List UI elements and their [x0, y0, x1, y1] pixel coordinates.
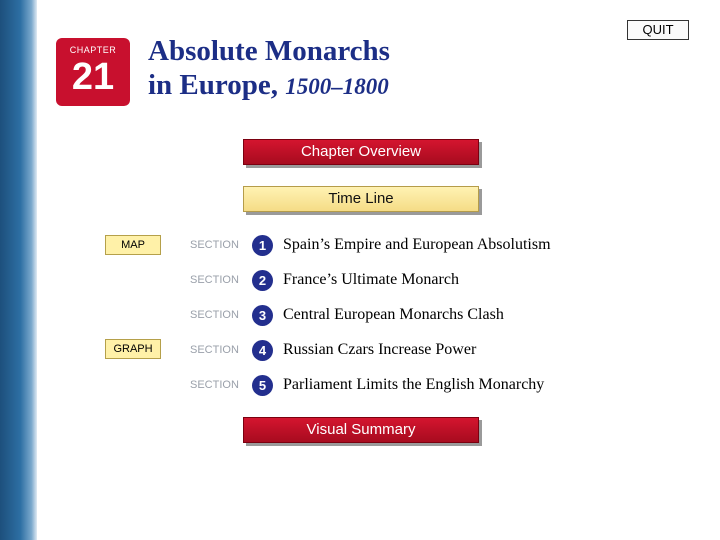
chapter-number: 21: [71, 56, 115, 98]
title-line-2: [148, 68, 390, 104]
title-dates: 1500–1800: [285, 74, 389, 99]
visual-summary-button[interactable]: Visual Summary: [243, 417, 479, 443]
section-5-link[interactable]: [190, 373, 544, 397]
chapter-overview-button[interactable]: Chapter Overview: [243, 139, 479, 165]
title-line-2-text: in Europe,: [148, 69, 286, 101]
section-4-link[interactable]: [190, 338, 476, 362]
section-title: France’s Ultimate Monarch: [283, 271, 459, 288]
section-label: SECTION: [190, 379, 239, 391]
chapter-badge: [56, 38, 130, 106]
section-label: SECTION: [190, 274, 239, 286]
section-number-badge: 4: [252, 340, 273, 361]
section-1-link[interactable]: [190, 233, 551, 257]
section-title: Parliament Limits the English Monarchy: [283, 376, 545, 393]
section-label: SECTION: [190, 239, 239, 251]
map-button[interactable]: MAP: [105, 235, 161, 255]
section-3-link[interactable]: [190, 303, 504, 327]
section-number-badge: 2: [252, 270, 273, 291]
section-number-badge: 3: [252, 305, 273, 326]
section-number-badge: 5: [252, 375, 273, 396]
time-line-button[interactable]: Time Line: [243, 186, 479, 212]
page-title: [148, 34, 390, 104]
section-title: Spain’s Empire and European Absolutism: [283, 236, 551, 253]
section-2-link[interactable]: [190, 268, 459, 292]
title-line-1: Absolute Monarchs: [148, 35, 390, 67]
graph-button[interactable]: GRAPH: [105, 339, 161, 359]
section-title: Russian Czars Increase Power: [283, 341, 477, 358]
section-label: SECTION: [190, 309, 239, 321]
section-label: SECTION: [190, 344, 239, 356]
left-side-bar: [0, 0, 37, 540]
quit-button[interactable]: QUIT: [627, 20, 689, 40]
chapter-label: CHAPTER: [69, 45, 117, 55]
section-title: Central European Monarchs Clash: [283, 306, 504, 323]
section-number-badge: 1: [252, 235, 273, 256]
